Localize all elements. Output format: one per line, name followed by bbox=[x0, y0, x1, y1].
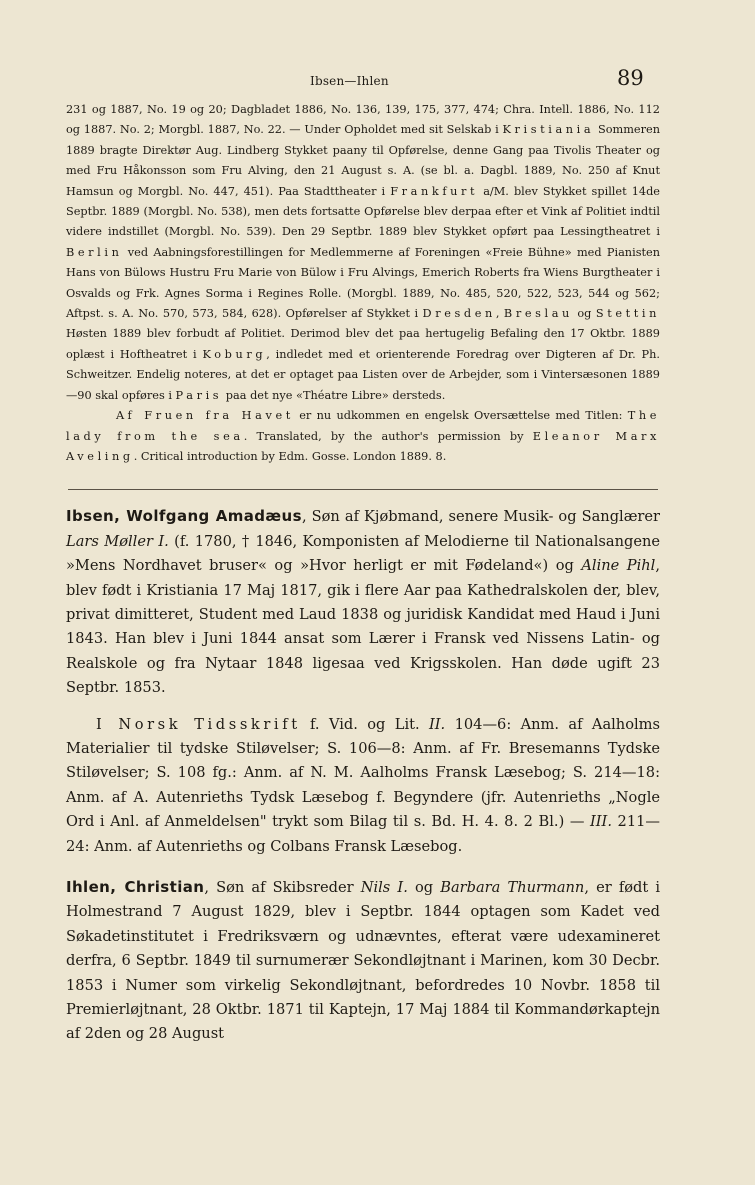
spaced-journal-title: I Norsk Tidsskrift bbox=[96, 715, 301, 733]
text-run: , Søn af Kjøbmand, senere Musik- og Sanglærer bbox=[301, 508, 661, 526]
text-run: , er født i Holmestrand 7 August 1829, blev i Septbr. 1844 optagen som Kadet ved Søkadetinstitutet i Fredriksværn og udnævntes, efterat være udexamineret derfra, 6 Septbr. 1849 til surnumerær Sekondløjtnant i Marinen, kom 30 Decbr. 1853 i Numer som virkelig Sekondløjtnant, befordredes 10 Novbr. 1858 til Premierløjtnant, 28 Oktbr. 1871 til Kaptejn, 17 Maj 1884 til Kommandørkaptejn af 2den og 28 August bbox=[66, 879, 661, 1043]
text-run: a/M. blev Stykket spillet 14de Septbr. 1889 (Morgbl. No. 538), men dets fortsatte Opførelse blev derpaa efter et Vink af Politiet indtil videre indstillet (Morgbl. No. 539). Den 29 Septbr. 1889 blev Stykket opført paa Lessingtheatret i bbox=[66, 184, 660, 239]
entry-ibsen-wolfgang bbox=[66, 504, 660, 859]
running-head: Ibsen—Ihlen bbox=[310, 74, 389, 88]
mother-name: Aline Pihl bbox=[581, 557, 656, 575]
spaced-place-name: Frankfurt bbox=[390, 184, 479, 198]
page-number: 89 bbox=[617, 66, 644, 90]
text-run: 104—6: Anm. af Aalholms Materialier til tydske Stiløvelser; S. 106—8: Anm. af Fr. Bresemanns Tydske Stiløvelser; S. 108 fg.: Anm. af N. M. Aalholms Fransk Læsebog; S. 214—18: Anm. af A. Autenrieths Tydsk Læsebog f. Begyndere (jfr. Autenrieths „Nogle Ord i Anl. af Anmeldelsen" trykt som Bilag til s. Bd. H. 4. 8. 2 Bl.) — bbox=[66, 715, 660, 831]
text-run: . Critical introduction by Edm. Gosse. London 1889. 8. bbox=[133, 449, 447, 463]
text-run: og bbox=[572, 307, 596, 321]
mother-name: Barbara Thurmann bbox=[440, 879, 585, 896]
page-body bbox=[66, 100, 660, 1047]
section-divider bbox=[68, 489, 658, 490]
biography-paragraph bbox=[66, 875, 660, 1047]
entry-ihlen-christian bbox=[66, 875, 660, 1047]
text-run: er nu udkommen en engelsk Oversættelse med Titlen: bbox=[293, 409, 628, 423]
entry-heading-name: Ihlen, Christian bbox=[66, 878, 205, 896]
text-run: Sommeren 1889 bragte Direktør Aug. Lindberg Stykket paany til Opførelse, denne Gang paa Tivolis Theater og med Fru Håkonsson som Fru Alving, den 21 August s. A. (se bl. a. Dagbl. 1889, No. 250 af Knut Hamsun og Morgbl. No. 447, 451). Paa Stadttheater i bbox=[66, 123, 660, 198]
text-run: , Søn af Skibsreder bbox=[204, 879, 361, 896]
text-run: 231 og 1887, No. 19 og 20; Dagbladet 1886, No. 136, 139, 175, 377, 474; Chra. Intell. 1886, No. 112 og 1887. No. 2; Morgbl. 1887, No. 22. — Under Opholdet med sit Selskab i bbox=[66, 103, 660, 137]
spaced-place-name: Breslau bbox=[503, 307, 573, 321]
spaced-title: The lady from the sea bbox=[66, 409, 661, 443]
spaced-place-name: Paris bbox=[175, 388, 223, 402]
text-run: , indledet med et orienterende Foredrag over Digteren af Dr. Ph. Schweitzer. Endelig noteres, at det er optaget paa Listen over de Arbejder, som i Vintersæsonen 1889—90 skal opføres i bbox=[66, 347, 660, 402]
text-run: paa det nye «Théatre Libre» dersteds. bbox=[222, 388, 446, 402]
spaced-place-name: Koburg bbox=[202, 347, 267, 361]
performance-history-paragraph bbox=[66, 100, 660, 406]
spaced-title: Af Fruen fra Havet bbox=[116, 409, 294, 423]
text-run: ved Aabningsforestillingen for Medlemmerne af Foreningen «Freie Bühne» med Pianisten Hans von Bülows Hustru Fru Marie von Bülow i Fru Alvings, Emerich Roberts fra Wiens Burgtheater i Osvalds og Frk. Agnes Sorma i Regines Rolle. (Morgbl. 1889, No. 485, 520, 522, 523, 544 og 562; Aftpst. s. A. No. 570, 573, 584, 628). Opførelser af Stykket i bbox=[66, 245, 660, 321]
father-name: Lars Møller I. bbox=[66, 532, 169, 550]
volume-number: III. bbox=[590, 813, 612, 831]
text-run: , blev født i Kristiania 17 Maj 1817, gik i flere Aar paa Kathedralskolen der, blev, privat dimitteret, Student med Laud 1838 og juridisk Kandidat med Haud i Juni 1843. Han blev i Juni 1844 ansat som Lærer i Fransk ved Nissens Latin- og Realskole og fra Nytaar 1848 ligesaa ved Krigsskolen. Han døde ugift 23 Septbr. 1853. bbox=[66, 557, 660, 697]
ibsen-henrik-continuation bbox=[66, 100, 660, 467]
biography-paragraph bbox=[66, 504, 660, 700]
text-run: og bbox=[407, 879, 441, 896]
bibliography-paragraph bbox=[66, 713, 660, 859]
spaced-place-name: Berlin bbox=[66, 245, 123, 259]
spaced-place-name: Dresden bbox=[422, 307, 496, 321]
text-run: 211—24: Anm. af Autenrieths og Colbans Fransk Læsebog. bbox=[66, 813, 661, 855]
page-header bbox=[0, 66, 755, 96]
text-run: . Translated, by the author's permission by bbox=[243, 429, 533, 443]
entry-heading-name: Ibsen, Wolfgang Amadæus bbox=[66, 507, 302, 526]
father-name: Nils I. bbox=[360, 879, 408, 896]
text-run: , bbox=[495, 307, 504, 321]
spaced-place-name: Kristiania bbox=[502, 123, 595, 137]
volume-number: II. bbox=[429, 715, 446, 733]
spaced-translator-name: Eleanor Marx Aveling bbox=[66, 429, 661, 463]
text-run: Høsten 1889 blev forbudt af Politiet. Derimod blev det paa hertugelig Befaling den 17 Oktbr. 1889 oplæst i Hoftheatret i bbox=[66, 327, 660, 361]
text-run: (f. 1780, † 1846, Komponisten af Melodierne til Nationalsangene »Mens Nordhavet bruser« og »Hvor herligt er mit Fødeland«) og bbox=[66, 532, 660, 575]
text-run: f. Vid. og Lit. bbox=[300, 715, 430, 733]
spaced-place-name: Stettin bbox=[595, 307, 660, 321]
translation-paragraph bbox=[66, 406, 660, 467]
